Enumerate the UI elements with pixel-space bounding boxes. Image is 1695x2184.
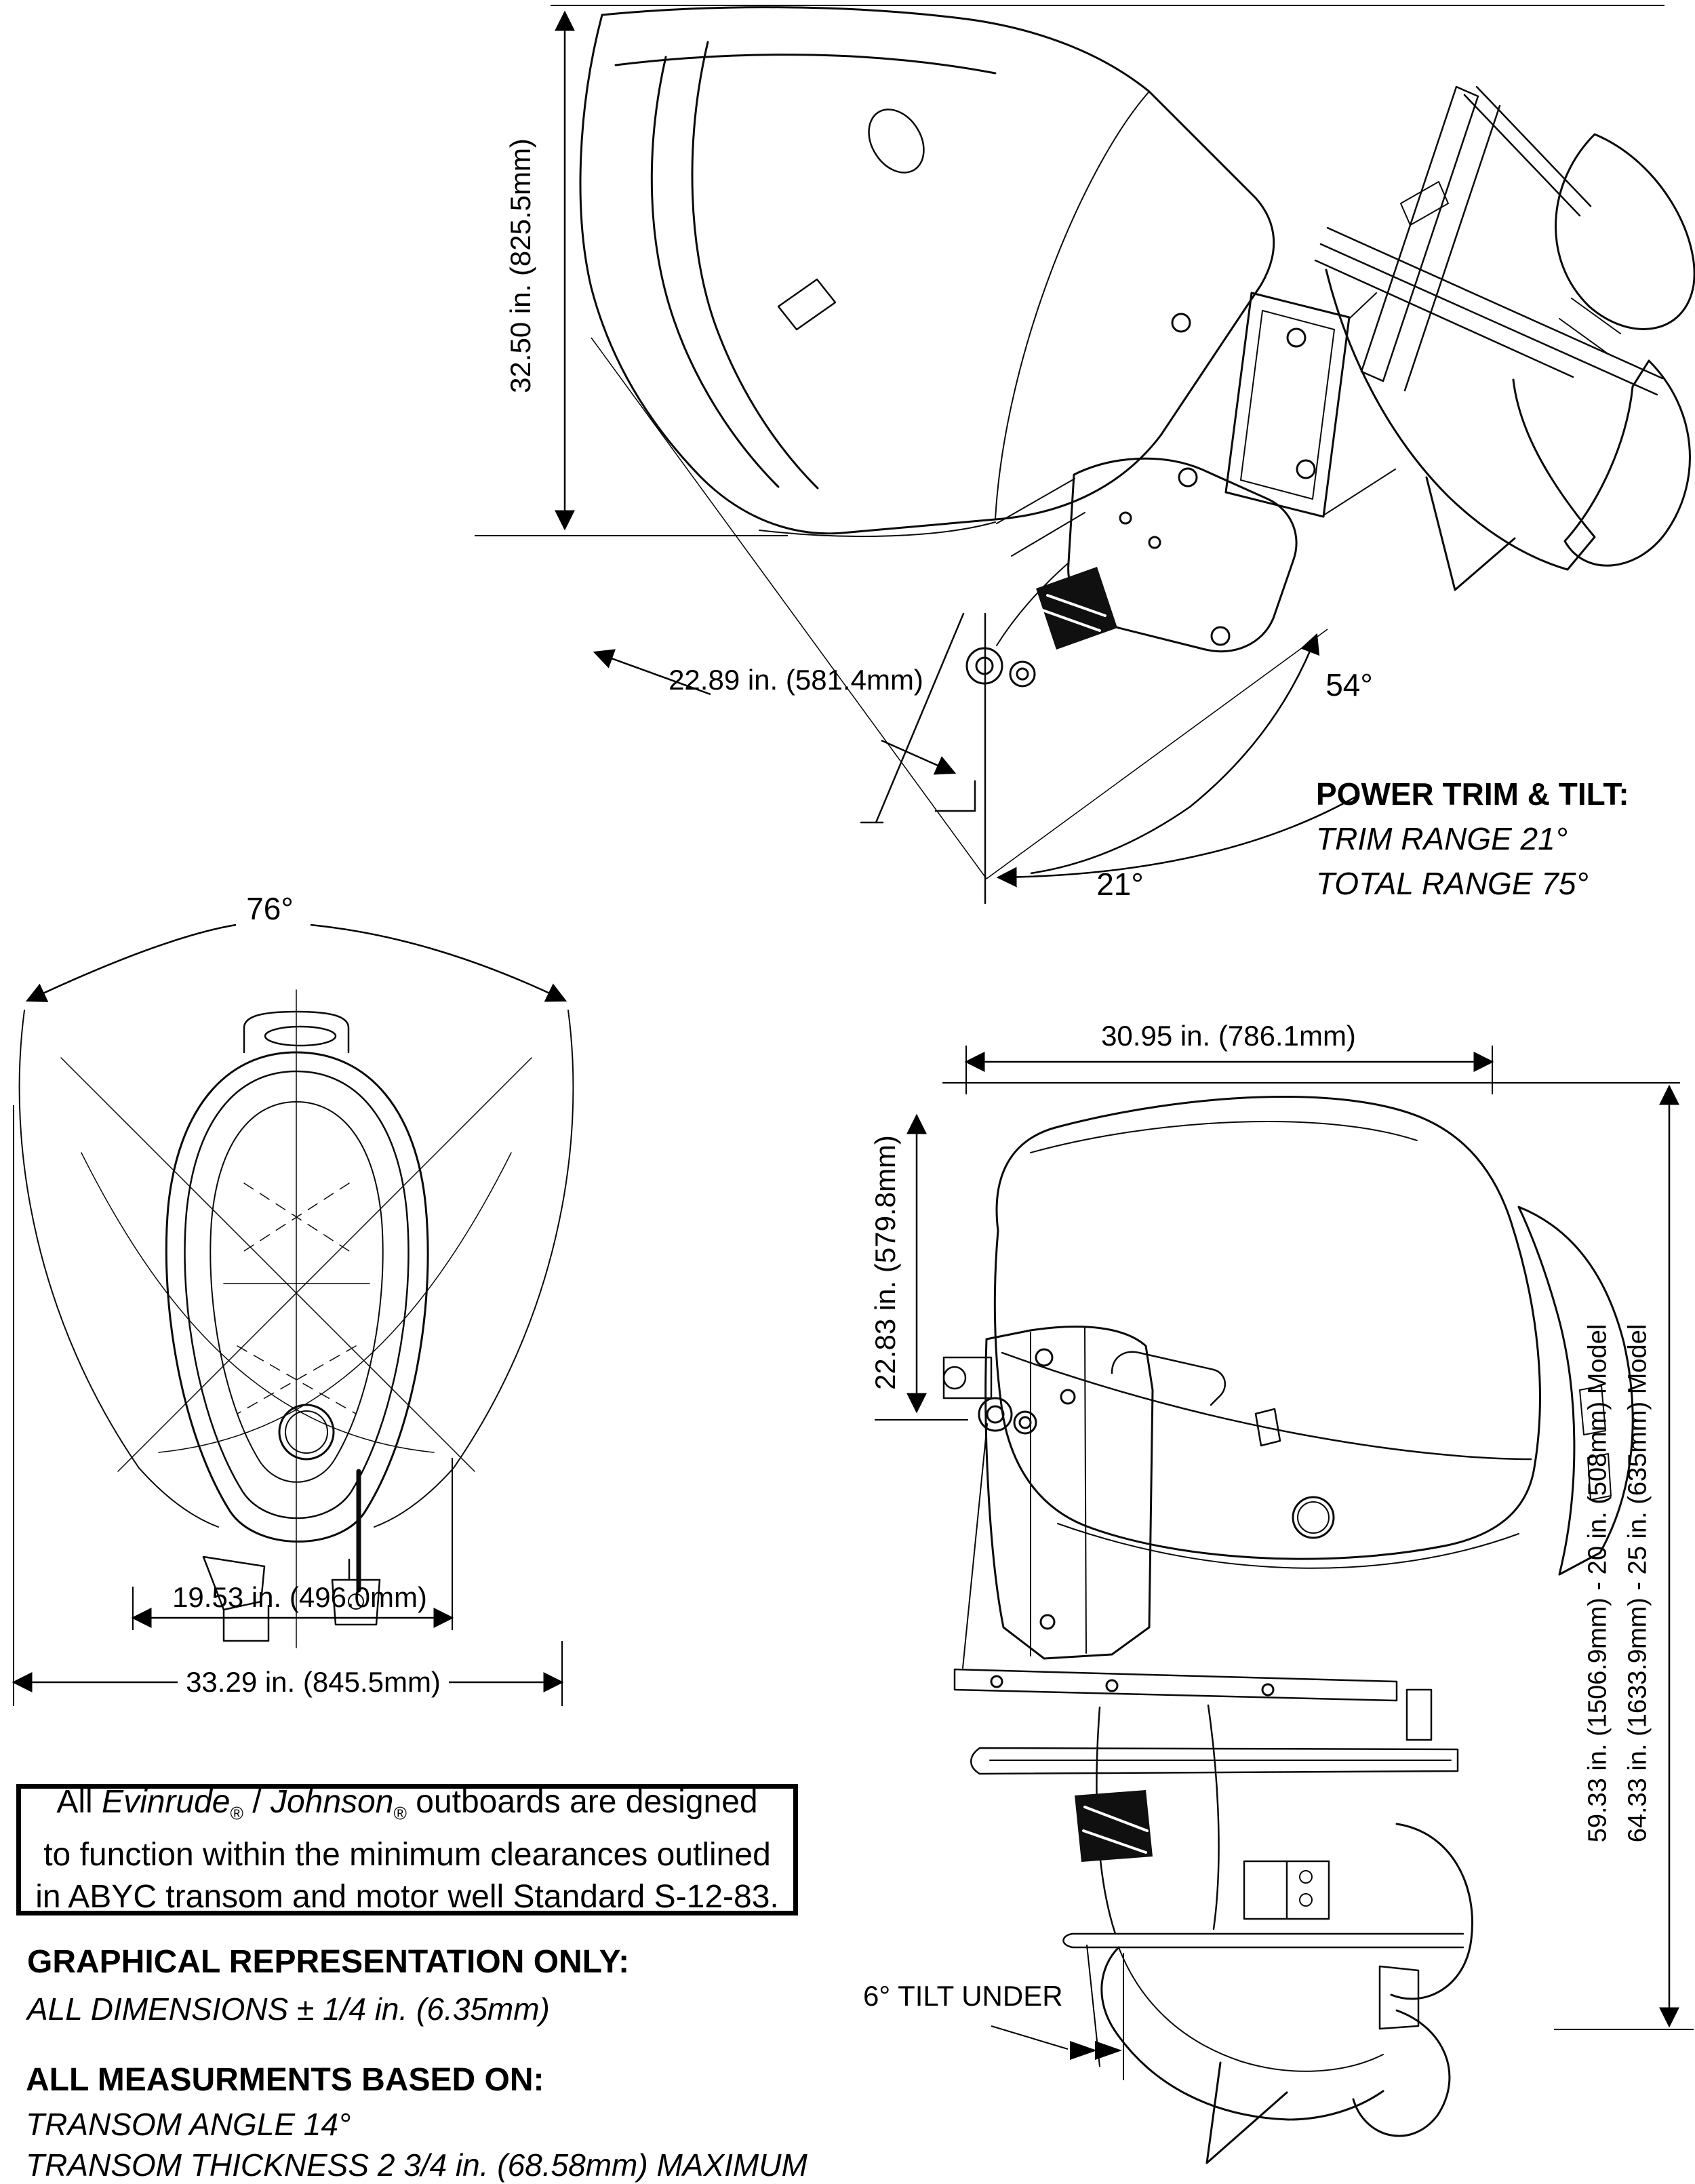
dim-22-89-label: 22.89 in. (581.4mm) [669, 664, 923, 696]
dim-22-83-label: 22.83 in. (579.8mm) [869, 1135, 901, 1390]
clearance-line-1: All Evinrude$_®$ / Johnson$_®$ outboards are designed [56, 1783, 758, 1824]
dim-33-29-label: 33.29 in. (845.5mm) [186, 1666, 441, 1698]
transom-thickness-line: TRANSOM THICKNESS 2 3/4 in. (68.58mm) MAXIMUM [26, 2147, 807, 2183]
dim-30-95-label: 30.95 in. (786.1mm) [1101, 1020, 1356, 1052]
model-height-20-label: 59.33 in. (1506.9mm) - 20 in. (508mm) Model [1583, 1324, 1612, 1843]
power-trim-title: POWER TRIM & TILT: [1316, 776, 1629, 812]
registered-mark-icon: ® [230, 1803, 243, 1824]
graphical-note-title: GRAPHICAL REPRESENTATION ONLY: [27, 1944, 630, 1980]
graphical-note-line: ALL DIMENSIONS ± 1/4 in. (6.35mm) [27, 1991, 550, 2027]
angle-54-label: 54° [1325, 667, 1373, 702]
registered-mark-icon: ® [393, 1803, 407, 1824]
model-height-25-label: 64.33 in. (1633.9mm) - 25 in. (635mm) Model [1623, 1324, 1652, 1843]
arc-21 [998, 795, 1359, 877]
dim-32-50-label: 32.50 in. (825.5mm) [504, 138, 536, 393]
dim-line-22-89-right [881, 740, 955, 773]
tilt-ray-lower [986, 629, 1328, 879]
power-trim-note [1316, 772, 1629, 906]
brand-johnson: Johnson [270, 1783, 394, 1820]
tilt-ray-upper [591, 338, 986, 879]
transom-angle-line: TRANSOM ANGLE 14° [26, 2107, 351, 2142]
angle-21-label: 21° [1096, 867, 1144, 902]
tilt-under-label: 6° TILT UNDER [863, 1980, 1063, 2012]
measurements-note-title: ALL MEASURMENTS BASED ON: [26, 2062, 544, 2098]
clearance-line-2: to function within the minimum clearances outlined [43, 1837, 771, 1873]
dim-19-53-label: 19.53 in. (496.0mm) [172, 1581, 427, 1613]
arc-76-left [27, 925, 236, 1001]
clearance-line-3: in ABYC transom and motor well Standard S-12-83. [35, 1879, 779, 1915]
arc-54 [1031, 635, 1317, 873]
total-range-line: TOTAL RANGE 75° [1316, 866, 1589, 901]
clearance-notice-box [16, 1784, 798, 1915]
brand-evinrude: Evinrude [102, 1783, 231, 1820]
arc-76-right [311, 925, 565, 1001]
angle-76-label: 76° [246, 891, 294, 926]
tilt-leader [991, 2026, 1068, 2049]
top-view-drawing [20, 990, 574, 1648]
tilt-arrows [1070, 2041, 1122, 2060]
trim-range-line: TRIM RANGE 21° [1316, 821, 1568, 856]
